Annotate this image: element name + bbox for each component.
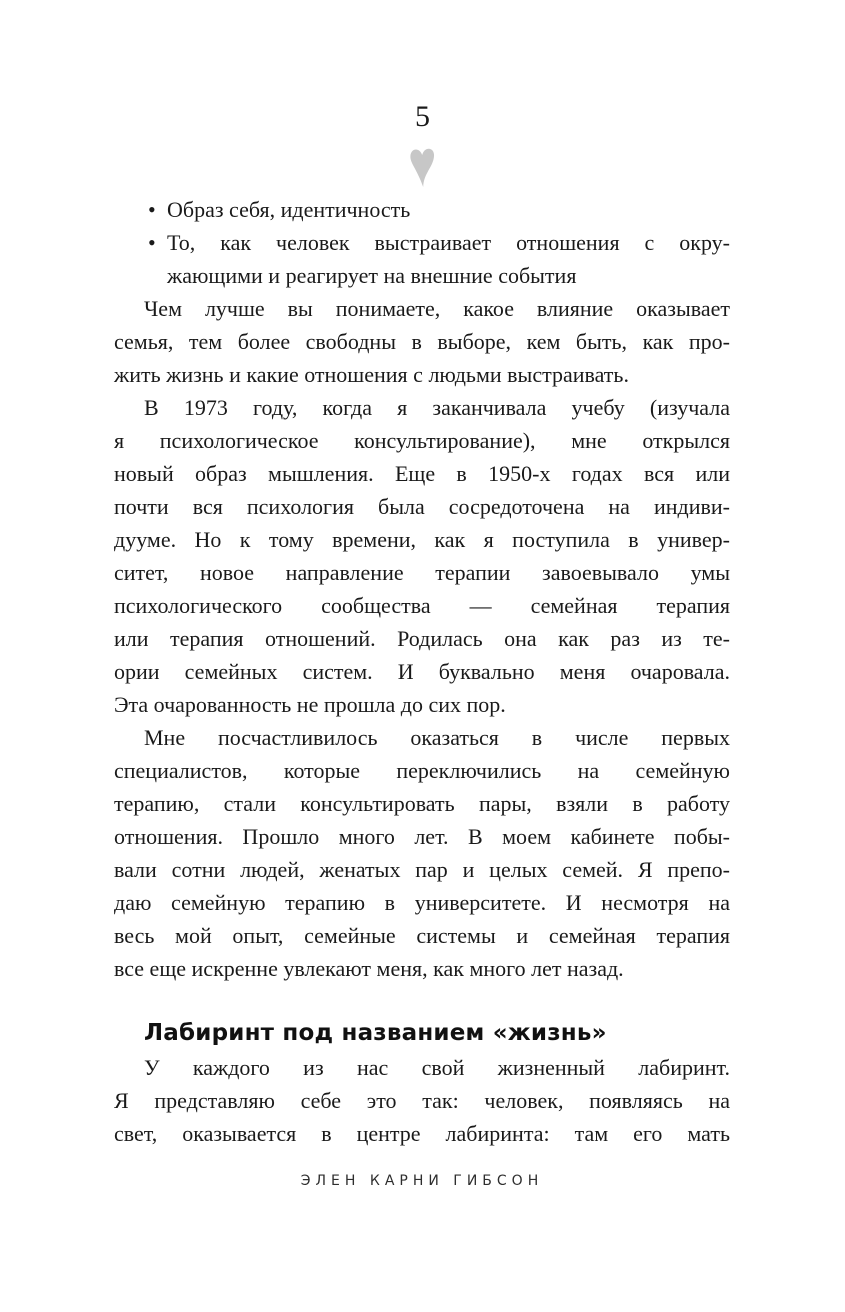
paragraph: [114, 292, 730, 391]
bullet-icon: •: [148, 230, 156, 255]
bullet-list: [114, 193, 730, 292]
text-line: новый образ мышления. Еще в 1950-х годах вся или: [114, 461, 730, 486]
text-line: вали сотни людей, женатых пар и целых семей. Я препо-: [114, 857, 730, 882]
paragraph: [114, 1051, 730, 1150]
heart-ornament: [0, 143, 845, 193]
text-line: жающими и реагирует на внешние события: [167, 263, 577, 288]
text-line: семья, тем более свободны в выборе, кем быть, как про-: [114, 329, 730, 354]
bullet-text: [167, 226, 730, 292]
bullet-icon: •: [148, 197, 156, 222]
text-line: ситет, новое направление терапии завоевывало умы: [114, 560, 730, 585]
paragraph: [114, 721, 730, 985]
text-line: все еще искренне увлекают меня, как много лет назад.: [114, 956, 624, 981]
text-line: То, как человек выстраивает отношения с окру-: [167, 230, 730, 255]
paragraph: [114, 391, 730, 721]
text-line: терапию, стали консультировать пары, взяли в работу: [114, 791, 730, 816]
text-line: У каждого из нас свой жизненный лабиринт.: [144, 1055, 730, 1080]
text-line: почти вся психология была сосредоточена на индиви-: [114, 494, 730, 519]
text-line: ории семейных систем. И буквально меня очаровала.: [114, 659, 730, 684]
paragraphs-before-heading: [114, 292, 730, 985]
text-line: дууме. Но к тому времени, как я поступила в универ-: [114, 527, 730, 552]
text-line: Эта очарованность не прошла до сих пор.: [114, 692, 506, 717]
text-line: весь мой опыт, семейные системы и семейная терапия: [114, 923, 730, 948]
bullet-item: [114, 226, 730, 292]
text-line: В 1973 году, когда я заканчивала учебу (изучала: [144, 395, 730, 420]
text-line: отношения. Прошло много лет. В моем кабинете побы-: [114, 824, 730, 849]
text-line: я психологическое консультирование), мне открылся: [114, 428, 730, 453]
heart-icon: [406, 142, 439, 192]
text-line: даю семейную терапию в университете. И несмотря на: [114, 890, 730, 915]
page-text: [114, 193, 730, 1150]
text-line: Чем лучше вы понимаете, какое влияние оказывает: [144, 296, 730, 321]
text-line: свет, оказывается в центре лабиринта: там его мать: [114, 1121, 730, 1146]
bullet-text: [167, 193, 730, 226]
text-line: Я представляю себе это так: человек, появляясь на: [114, 1088, 730, 1113]
running-footer-author: ЭЛЕН КАРНИ ГИБСОН: [300, 1173, 544, 1189]
bullet-item: [114, 193, 730, 226]
paragraphs-after-heading: [114, 1051, 730, 1150]
text-line: или терапия отношений. Родилась она как раз из те-: [114, 626, 730, 651]
section-heading: Лабиринт под названием «жизнь»: [144, 1020, 607, 1046]
text-line: Мне посчастливилось оказаться в числе первых: [144, 725, 730, 750]
page-number: 5: [415, 100, 430, 133]
text-line: специалистов, которые переключились на семейную: [114, 758, 730, 783]
text-line: психологического сообщества — семейная терапия: [114, 593, 730, 618]
text-line: Образ себя, идентичность: [167, 197, 411, 222]
text-line: жить жизнь и какие отношения с людьми выстраивать.: [114, 362, 629, 387]
